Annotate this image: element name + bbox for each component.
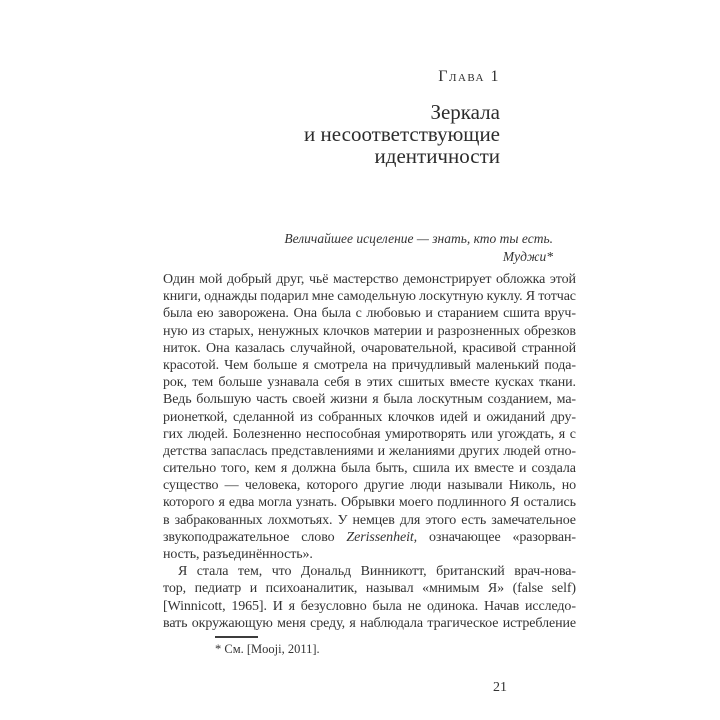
body-word: должна <box>292 461 336 477</box>
body-word: существо <box>163 478 219 494</box>
body-word: обрезков <box>524 323 576 339</box>
body-word: Она <box>206 340 230 356</box>
body-word: своей <box>292 392 326 408</box>
body-word: старых, <box>208 323 254 339</box>
body-word: «разорван- <box>512 529 576 545</box>
body-word: умиротворять <box>384 426 467 442</box>
body-word: которого <box>306 478 358 494</box>
chapter-title-line: и несоответствующие <box>304 122 500 146</box>
body-word: себя <box>324 375 350 391</box>
body-word: в <box>354 375 362 391</box>
body-word: наблюдала <box>360 615 424 631</box>
body-word: которого <box>163 495 215 511</box>
body-word: маленький <box>476 357 540 373</box>
body-word: Чем <box>224 357 249 373</box>
body-word: больше <box>253 357 298 373</box>
body-word: — <box>224 478 239 494</box>
body-word: остались <box>523 495 576 511</box>
chapter-title-line: Зеркала <box>430 100 500 124</box>
body-word: Обрывки <box>341 495 395 511</box>
body-word: стала <box>196 564 229 580</box>
body-word: кусках <box>494 375 534 391</box>
body-line <box>163 580 576 597</box>
body-word: была <box>163 306 193 322</box>
chapter-label: Глава 1 <box>438 68 500 85</box>
body-word: безусловно <box>300 598 367 614</box>
body-word: (false <box>512 581 544 597</box>
body-word: Дональд <box>300 564 352 580</box>
body-word: называли <box>447 478 503 494</box>
body-word: могла <box>258 495 292 511</box>
body-word: люди <box>410 478 442 494</box>
body-word: неспособная <box>305 426 381 442</box>
body-word: этих <box>366 375 393 391</box>
body-line <box>163 443 576 460</box>
body-word: сшила <box>412 461 450 477</box>
body-word: отно- <box>544 443 576 459</box>
body-word: сшита <box>503 306 540 322</box>
body-word: ожиданий <box>486 409 546 425</box>
body-word: этой <box>549 272 576 287</box>
body-word: лоскутную <box>419 289 484 305</box>
body-word: Я <box>510 495 520 511</box>
body-line <box>163 409 576 426</box>
body-word: сделанной <box>232 409 295 425</box>
body-word: есть <box>461 512 487 528</box>
body-word: заворожена. <box>218 306 289 322</box>
body-word: клочков <box>387 409 435 425</box>
body-word: и <box>518 461 527 477</box>
body-line <box>163 477 576 494</box>
body-word: трагическое <box>427 615 499 631</box>
body-word: Болезненно <box>232 426 302 442</box>
body-word: истребление <box>502 615 576 631</box>
body-word: мой <box>199 272 223 287</box>
body-line <box>163 340 576 357</box>
body-word: подарил <box>260 289 309 305</box>
body-word: казалась <box>235 340 285 356</box>
body-word: Ведь <box>163 392 192 408</box>
body-word: тотчас <box>538 289 576 305</box>
body-word: тор, <box>163 581 187 597</box>
body-word: Zerissenheit, <box>346 529 418 545</box>
body-word: из <box>299 409 313 425</box>
body-word: педиатр <box>194 581 242 597</box>
body-word: звукоподражательное <box>163 529 290 545</box>
body-word: мастерство <box>332 272 399 287</box>
body-line: ность, разъединённость». <box>163 547 313 562</box>
body-word: self) <box>551 581 576 597</box>
body-word: я <box>280 461 288 477</box>
body-word: с <box>355 306 362 322</box>
body-word: других <box>458 443 500 459</box>
body-line <box>163 563 576 580</box>
body-word: я <box>218 495 225 511</box>
body-word: называл <box>365 581 414 597</box>
body-word: Винникотт, <box>360 564 427 580</box>
body-word: моего <box>398 495 434 511</box>
body-word: на <box>372 357 387 373</box>
body-word: рок, <box>163 375 187 391</box>
body-word: причудливый <box>391 357 471 373</box>
body-word: большую <box>196 392 252 408</box>
body-word: тем, <box>237 564 263 580</box>
body-word: любовью <box>366 306 421 322</box>
body-word: или <box>471 426 493 442</box>
body-word: ма- <box>556 392 576 408</box>
body-word: клочков <box>322 323 370 339</box>
body-word: я <box>372 392 379 408</box>
body-word: старанием <box>437 306 499 322</box>
body-word: очаровательной, <box>360 340 457 356</box>
body-word: кем <box>254 461 276 477</box>
body-word: и <box>377 443 385 459</box>
body-word: британский <box>436 564 505 580</box>
epigraph-author: Муджи* <box>502 249 553 264</box>
body-word: чьё <box>308 272 329 287</box>
body-word: гих <box>163 426 183 442</box>
chapter-title <box>163 101 500 167</box>
page-number: 21 <box>493 680 507 695</box>
footnote <box>163 636 576 657</box>
body-word: красивой <box>462 340 517 356</box>
body-word: меня <box>277 615 306 631</box>
body-line <box>163 357 576 374</box>
body-word: смотрела <box>313 357 368 373</box>
body-text <box>163 271 576 632</box>
body-word: их <box>454 461 470 477</box>
body-word: одинока. <box>426 598 479 614</box>
body-word: и <box>249 581 258 597</box>
body-word: «мнимым <box>422 581 480 597</box>
body-line <box>163 391 576 408</box>
body-word: я <box>349 615 356 631</box>
body-word: среду, <box>310 615 345 631</box>
body-word: едва <box>228 495 255 511</box>
body-line <box>163 374 576 391</box>
body-word: самодельную <box>337 289 416 305</box>
body-word: я <box>558 426 566 442</box>
body-word: ненужных <box>257 323 319 339</box>
body-word: из <box>191 323 205 339</box>
body-word: запаслась <box>210 443 268 459</box>
body-word: угождать, <box>497 426 555 442</box>
body-word: того, <box>221 461 250 477</box>
footnote-rule <box>215 636 258 638</box>
body-line <box>163 512 576 529</box>
body-word: случайной, <box>290 340 356 356</box>
body-word: дру- <box>550 409 576 425</box>
body-word: жизни <box>330 392 368 408</box>
body-word: создала <box>531 461 576 477</box>
body-word: часть <box>255 392 288 408</box>
body-word: идей <box>439 409 468 425</box>
body-word: исследо- <box>524 598 576 614</box>
body-line <box>163 529 576 546</box>
body-word: детства <box>163 443 207 459</box>
body-word: сшитых <box>398 375 445 391</box>
body-word: другие <box>364 478 404 494</box>
body-word: быть, <box>375 461 408 477</box>
body-word: замечательное <box>491 512 576 528</box>
body-word: тем <box>192 375 214 391</box>
body-word: красотой. <box>163 357 220 373</box>
body-word: я <box>288 598 295 614</box>
body-word: ею <box>196 306 214 322</box>
body-line <box>163 460 576 477</box>
body-word: Я <box>525 289 535 305</box>
body-word: [Winnicott, <box>163 598 226 614</box>
body-word: разрозненных <box>437 323 520 339</box>
body-word: Николь, <box>508 478 556 494</box>
body-word: Я <box>178 564 188 580</box>
body-word: добрый <box>227 272 272 287</box>
body-word: желаниями <box>388 443 455 459</box>
body-line <box>163 598 576 615</box>
body-word: И <box>272 598 283 614</box>
body-word: ткани. <box>539 375 576 391</box>
body-word: вместе <box>474 461 514 477</box>
body-word: обложка <box>496 272 546 287</box>
body-word: и <box>473 409 481 425</box>
body-word: с <box>569 426 576 442</box>
body-word: была <box>341 461 371 477</box>
body-word: Начав <box>484 598 520 614</box>
body-word: этого <box>425 512 457 528</box>
chapter-heading <box>163 68 576 167</box>
body-word: и <box>426 323 434 339</box>
body-word: людей <box>503 443 541 459</box>
body-word: означающее <box>428 529 501 545</box>
body-word: пода- <box>544 357 576 373</box>
body-word: лоскутным <box>417 392 483 408</box>
body-word: друг, <box>276 272 305 287</box>
body-word: человека, <box>244 478 301 494</box>
body-word: подлинного <box>437 495 507 511</box>
body-line <box>163 288 576 305</box>
body-word: У <box>337 512 348 528</box>
body-word: странной <box>521 340 576 356</box>
body-word: больше <box>218 375 263 391</box>
body-word: 1965]. <box>231 598 267 614</box>
body-word: врач-нова- <box>514 564 576 580</box>
body-word: что <box>271 564 292 580</box>
body-word: я <box>302 357 309 373</box>
body-word: однажды <box>204 289 258 305</box>
body-word: Один <box>163 272 195 287</box>
body-word: для <box>399 512 421 528</box>
body-line <box>163 494 576 511</box>
body-word: ниток. <box>163 340 201 356</box>
body-word: но <box>561 478 576 494</box>
body-word: немцев <box>352 512 395 528</box>
body-word: вместе <box>449 375 490 391</box>
epigraph-text: Величайшее исцеление — знать, кто ты есть. <box>284 231 553 246</box>
body-word: слово <box>301 529 335 545</box>
body-line <box>163 615 576 632</box>
body-word: узнать. <box>295 495 338 511</box>
body-word: психоаналитик, <box>265 581 358 597</box>
body-word: была <box>383 392 413 408</box>
body-line <box>163 305 576 322</box>
chapter-title-line: идентичности <box>374 144 500 168</box>
body-word: мне <box>311 289 334 305</box>
body-word: людей. <box>187 426 229 442</box>
body-word: материи <box>373 323 422 339</box>
body-word: лохмотьях. <box>267 512 333 528</box>
body-line <box>163 426 576 443</box>
body-word: была <box>321 306 351 322</box>
body-word: ную <box>163 323 188 339</box>
body-word: в <box>163 512 170 528</box>
body-word: представлениями <box>271 443 374 459</box>
body-word: была <box>372 598 402 614</box>
body-word: демонстрирует <box>403 272 492 287</box>
epigraph <box>163 230 576 266</box>
body-word: узнавала <box>267 375 319 391</box>
body-word: собранных <box>318 409 383 425</box>
body-word: созданием, <box>487 392 552 408</box>
body-word: куклу. <box>486 289 523 305</box>
body-word: рионеткой, <box>163 409 228 425</box>
body-word: забракованных <box>174 512 263 528</box>
body-word: и <box>425 306 433 322</box>
footnote-text: * См. [Mooji, 2011]. <box>215 642 320 656</box>
body-word: окружающую <box>191 615 273 631</box>
body-word: вать <box>163 615 188 631</box>
body-line <box>163 323 576 340</box>
body-word: Она <box>293 306 317 322</box>
body-word: сительно <box>163 461 217 477</box>
body-word: не <box>407 598 422 614</box>
body-word: вруч- <box>544 306 576 322</box>
body-word: книги, <box>163 289 201 305</box>
body-word: Я» <box>487 581 505 597</box>
body-line <box>163 271 576 288</box>
